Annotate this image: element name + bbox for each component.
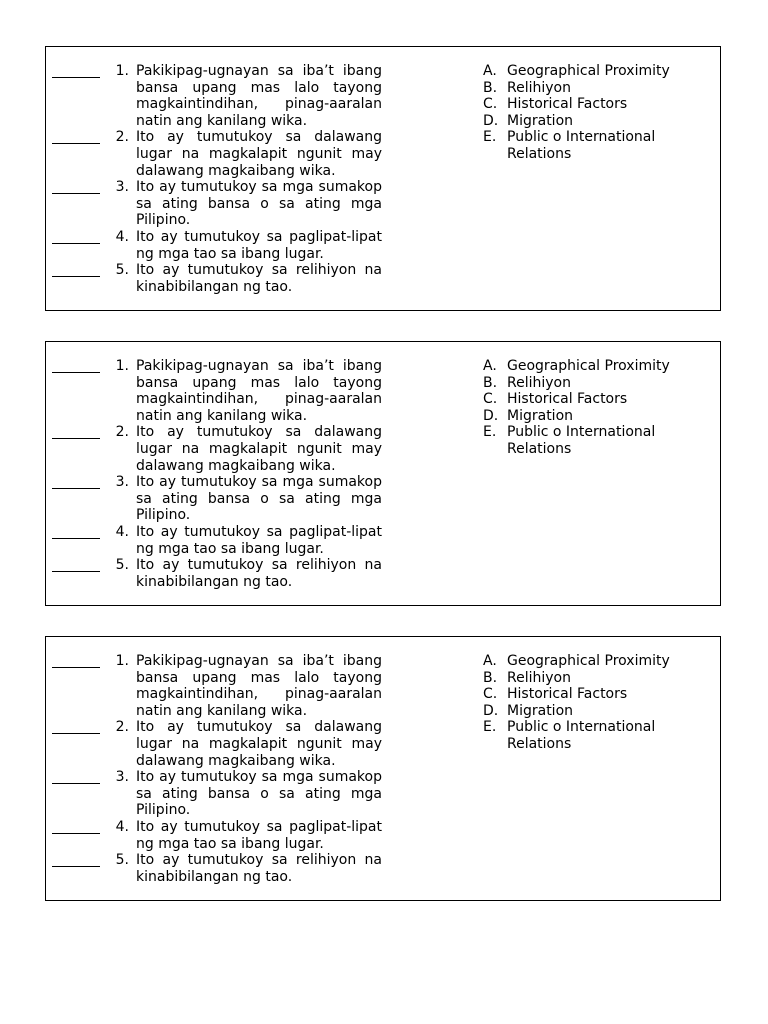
question-number: 4.	[115, 523, 129, 540]
answer-blank[interactable]	[52, 769, 100, 784]
quiz-box-1	[45, 46, 721, 311]
choice-letter: A.	[483, 358, 497, 374]
answer-blank[interactable]	[52, 424, 100, 439]
answer-blank[interactable]	[52, 557, 100, 572]
choice-item	[483, 375, 713, 392]
question-item	[52, 129, 382, 179]
choice-text: Migration	[507, 702, 574, 719]
choice-letter: B.	[483, 669, 498, 686]
choice-item	[483, 96, 713, 113]
question-item	[52, 557, 382, 590]
choice-text: Relihiyon	[507, 669, 571, 686]
quiz-box-3	[45, 636, 721, 901]
question-text: Ito ay tumutukoy sa relihiyon na kinabibilangan ng tao.	[136, 262, 382, 295]
choice-text: Relihiyon	[507, 79, 571, 96]
question-text: Ito ay tumutukoy sa dalawang lugar na magkalapit ngunit may dalawang magkaibang wika.	[136, 129, 382, 179]
choice-letter: A.	[483, 653, 497, 669]
answer-blank[interactable]	[52, 474, 100, 489]
question-number: 3.	[115, 474, 129, 491]
answer-blank[interactable]	[52, 262, 100, 277]
question-number: 2.	[115, 719, 129, 736]
choice-text: Geographical Proximity	[507, 653, 670, 669]
choice-item	[483, 653, 713, 670]
question-number: 1.	[115, 358, 129, 374]
question-item	[52, 63, 382, 129]
choice-text: Historical Factors	[507, 686, 628, 703]
question-number: 5.	[115, 557, 129, 574]
question-text: Ito ay tumutukoy sa paglipat-lipat ng mga tao sa ibang lugar.	[136, 228, 382, 262]
question-number: 3.	[115, 179, 129, 196]
quiz-box-2	[45, 341, 721, 606]
choice-item	[483, 63, 713, 80]
choice-item	[483, 358, 713, 375]
question-item	[52, 179, 382, 229]
choice-item	[483, 129, 713, 162]
choice-text: Public o International Relations	[507, 129, 656, 162]
choice-text: Geographical Proximity	[507, 63, 670, 79]
choice-letter: D.	[483, 112, 499, 129]
answer-blank[interactable]	[52, 819, 100, 834]
choice-item	[483, 670, 713, 687]
question-number: 2.	[115, 129, 129, 146]
choice-text: Historical Factors	[507, 96, 628, 113]
choice-item	[483, 424, 713, 457]
choice-item	[483, 408, 713, 425]
answer-blank[interactable]	[52, 129, 100, 144]
question-list	[52, 653, 382, 885]
choice-item	[483, 686, 713, 703]
question-number: 1.	[115, 653, 129, 669]
choice-letter: A.	[483, 63, 497, 79]
choice-text: Relihiyon	[507, 374, 571, 391]
question-text: Ito ay tumutukoy sa mga sumakop sa ating bansa o sa ating mga Pilipino.	[136, 179, 382, 229]
question-text: Ito ay tumutukoy sa paglipat-lipat ng mga tao sa ibang lugar.	[136, 818, 382, 852]
answer-blank[interactable]	[52, 852, 100, 867]
choice-letter: C.	[483, 686, 498, 703]
question-number: 2.	[115, 424, 129, 441]
choice-letter: E.	[483, 719, 497, 736]
question-text: Ito ay tumutukoy sa mga sumakop sa ating bansa o sa ating mga Pilipino.	[136, 474, 382, 524]
answer-blank[interactable]	[52, 229, 100, 244]
question-item	[52, 819, 382, 852]
question-item	[52, 852, 382, 885]
choice-item	[483, 113, 713, 130]
question-text: Ito ay tumutukoy sa relihiyon na kinabibilangan ng tao.	[136, 852, 382, 885]
answer-blank[interactable]	[52, 719, 100, 734]
question-text: Ito ay tumutukoy sa relihiyon na kinabibilangan ng tao.	[136, 557, 382, 590]
question-text: Ito ay tumutukoy sa mga sumakop sa ating bansa o sa ating mga Pilipino.	[136, 769, 382, 819]
question-text: Ito ay tumutukoy sa dalawang lugar na magkalapit ngunit may dalawang magkaibang wika.	[136, 719, 382, 769]
choice-item	[483, 703, 713, 720]
choice-list	[483, 653, 713, 753]
choice-letter: E.	[483, 424, 497, 441]
choice-letter: C.	[483, 96, 498, 113]
question-list	[52, 358, 382, 590]
choice-letter: C.	[483, 391, 498, 408]
answer-blank[interactable]	[52, 63, 100, 78]
question-number: 3.	[115, 769, 129, 786]
question-text: Pakikipag-ugnayan sa iba’t ibang bansa upang mas lalo tayong magkaintindihan, pinag-aaralan natin ang kanilang wika.	[136, 358, 382, 424]
question-item	[52, 358, 382, 424]
question-text: Ito ay tumutukoy sa paglipat-lipat ng mga tao sa ibang lugar.	[136, 523, 382, 557]
choice-letter: B.	[483, 374, 498, 391]
question-item	[52, 424, 382, 474]
choice-list	[483, 63, 713, 163]
question-list	[52, 63, 382, 295]
question-item	[52, 474, 382, 524]
question-number: 5.	[115, 262, 129, 279]
choice-letter: B.	[483, 79, 498, 96]
choice-letter: D.	[483, 407, 499, 424]
question-text: Pakikipag-ugnayan sa iba’t ibang bansa upang mas lalo tayong magkaintindihan, pinag-aaralan natin ang kanilang wika.	[136, 63, 382, 129]
choice-text: Historical Factors	[507, 391, 628, 408]
question-item	[52, 524, 382, 557]
choice-text: Geographical Proximity	[507, 358, 670, 374]
question-number: 4.	[115, 818, 129, 835]
choice-text: Public o International Relations	[507, 424, 656, 457]
answer-blank[interactable]	[52, 179, 100, 194]
question-item	[52, 229, 382, 262]
answer-blank[interactable]	[52, 358, 100, 373]
question-item	[52, 719, 382, 769]
choice-item	[483, 80, 713, 97]
choice-letter: E.	[483, 129, 497, 146]
choice-letter: D.	[483, 702, 499, 719]
answer-blank[interactable]	[52, 524, 100, 539]
choice-text: Migration	[507, 112, 574, 129]
question-text: Pakikipag-ugnayan sa iba’t ibang bansa upang mas lalo tayong magkaintindihan, pinag-aaralan natin ang kanilang wika.	[136, 653, 382, 719]
choice-list	[483, 358, 713, 458]
question-item	[52, 769, 382, 819]
question-number: 1.	[115, 63, 129, 79]
choice-item	[483, 719, 713, 752]
choice-text: Migration	[507, 407, 574, 424]
question-text: Ito ay tumutukoy sa dalawang lugar na magkalapit ngunit may dalawang magkaibang wika.	[136, 424, 382, 474]
choice-text: Public o International Relations	[507, 719, 656, 752]
question-number: 5.	[115, 852, 129, 869]
answer-blank[interactable]	[52, 653, 100, 668]
choice-item	[483, 391, 713, 408]
question-number: 4.	[115, 228, 129, 245]
question-item	[52, 653, 382, 719]
question-item	[52, 262, 382, 295]
